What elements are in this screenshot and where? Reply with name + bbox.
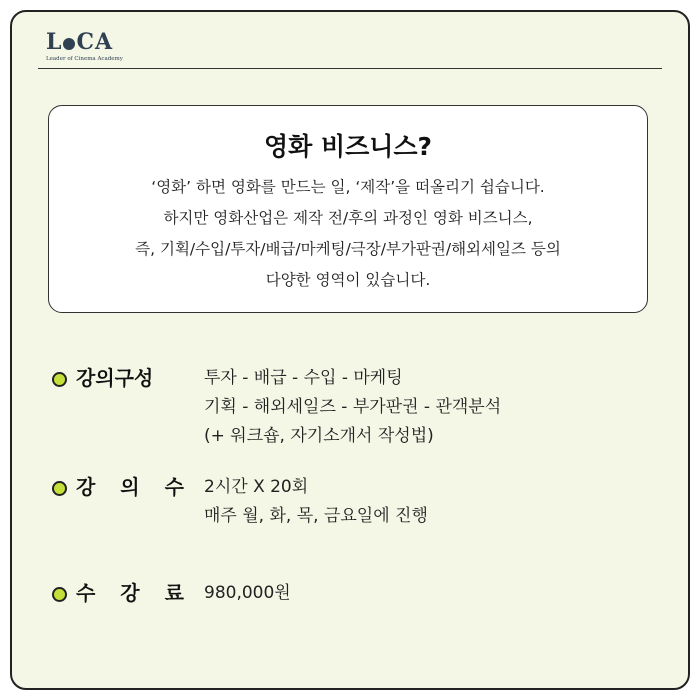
- bullet-icon: [52, 587, 67, 602]
- intro-line: ‘영화’ 하면 영화를 만드는 일, ‘제작’을 떠올리기 쉽습니다.: [151, 178, 545, 196]
- logo-letters-ca: CA: [76, 29, 114, 55]
- header-divider: [38, 68, 662, 69]
- intro-body: [49, 172, 647, 296]
- fee-label: 수 강 료: [76, 581, 193, 605]
- sessions-label: 강 의 수: [76, 475, 193, 499]
- curriculum-label: 강의구성: [76, 366, 154, 390]
- logo-dot-icon: [63, 38, 75, 50]
- curriculum-line: (+ 워크숍, 자기소개서 작성법): [204, 426, 434, 446]
- academy-logo: [46, 31, 140, 65]
- sessions-line: 매주 월, 화, 목, 금요일에 진행: [204, 506, 428, 526]
- fee-section: [52, 579, 291, 608]
- sessions-content: [204, 473, 428, 531]
- sessions-section: [52, 473, 428, 531]
- curriculum-content: [204, 364, 501, 451]
- intro-box: [48, 105, 648, 313]
- intro-line: 다양한 영역이 있습니다.: [265, 271, 431, 289]
- bullet-icon: [52, 372, 67, 387]
- logo-tagline: Leader of Cinema Academy: [46, 56, 123, 62]
- fee-amount: 980,000원: [204, 583, 291, 603]
- curriculum-line: 투자 - 배급 - 수입 - 마케팅: [204, 368, 403, 388]
- sessions-line: 2시간 X 20회: [204, 477, 309, 497]
- logo-letter-l: L: [46, 29, 63, 55]
- intro-line: 하지만 영화산업은 제작 전/후의 과정인 영화 비즈니스,: [163, 209, 533, 227]
- logo-wordmark: [46, 31, 140, 53]
- fee-content: [204, 579, 291, 608]
- curriculum-line: 기획 - 해외세일즈 - 부가판권 - 관객분석: [204, 397, 502, 417]
- intro-line: 즉, 기획/수입/투자/배급/마케팅/극장/부가판권/해외세일즈 등의: [135, 240, 561, 258]
- curriculum-section: [52, 364, 501, 451]
- intro-title: 영화 비즈니스?: [263, 132, 433, 161]
- bullet-icon: [52, 481, 67, 496]
